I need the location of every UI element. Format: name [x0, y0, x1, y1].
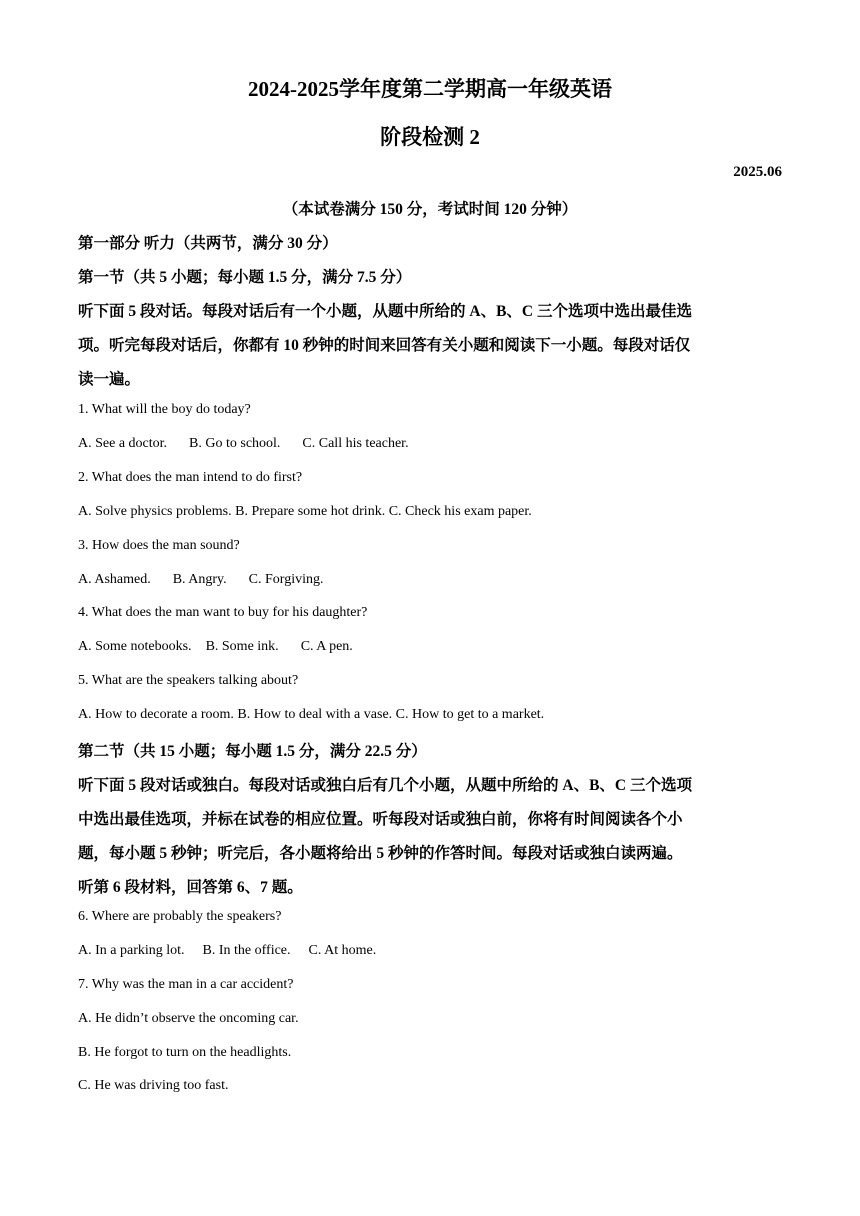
- question-7-option-c: C. He was driving too fast.: [78, 1078, 229, 1093]
- option-c: C. How to get to a market.: [395, 707, 545, 722]
- option-a: A. How to decorate a room.: [78, 707, 234, 722]
- question-4: 4. What does the man want to buy for his daughter?: [78, 605, 368, 620]
- option-c: C. Check his exam paper.: [388, 504, 532, 519]
- question-4-options: [78, 639, 782, 655]
- section2-instruction-1: 听下面 5 段对话或独白。每段对话或独白后有几个小题，从题中所给的 A、B、C 三个选项: [78, 777, 692, 794]
- option-c: C. Forgiving.: [248, 572, 324, 587]
- question-6: 6. Where are probably the speakers?: [78, 909, 282, 924]
- material-6-heading: 听第 6 段材料，回答第 6、7 题。: [78, 879, 303, 896]
- question-7-option-a: A. He didn’t observe the oncoming car.: [78, 1011, 299, 1026]
- question-3: 3. How does the man sound?: [78, 538, 240, 553]
- question-5: 5. What are the speakers talking about?: [78, 673, 299, 688]
- option-b: B. Some ink.: [205, 639, 279, 654]
- question-7: 7. Why was the man in a car accident?: [78, 977, 294, 992]
- section2-instruction-2: 中选出最佳选项，并标在试卷的相应位置。听每段对话或独白前，你将有时间阅读各个小: [78, 811, 683, 828]
- section1-instruction-1: 听下面 5 段对话。每段对话后有一个小题，从题中所给的 A、B、C 三个选项中选出最佳选: [78, 303, 692, 320]
- option-b: B. Prepare some hot drink.: [235, 504, 386, 519]
- section2-instruction-3: 题，每小题 5 秒钟；听完后，各小题将给出 5 秒钟的作答时间。每段对话或独白读两遍。: [78, 845, 683, 862]
- option-b: B. In the office.: [202, 943, 291, 958]
- question-3-options: [78, 572, 782, 588]
- question-1: 1. What will the boy do today?: [78, 402, 251, 417]
- option-c: C. At home.: [308, 943, 377, 958]
- page-subtitle: 阶段检测 2: [380, 125, 480, 149]
- question-6-options: [78, 943, 782, 959]
- section2-heading: 第二节（共 15 小题；每小题 1.5 分，满分 22.5 分）: [78, 743, 427, 760]
- question-1-options: [78, 436, 782, 452]
- option-a: A. Ashamed.: [78, 572, 151, 587]
- part1-heading: 第一部分 听力（共两节，满分 30 分）: [78, 235, 338, 252]
- question-2-options: [78, 504, 782, 520]
- option-c: C. Call his teacher.: [302, 436, 409, 451]
- question-5-options: [78, 707, 782, 723]
- option-a: A. See a doctor.: [78, 436, 168, 451]
- section1-instruction-3: 读一遍。: [78, 371, 141, 388]
- option-a: A. Solve physics problems.: [78, 504, 232, 519]
- option-a: A. Some notebooks.: [78, 639, 192, 654]
- option-a: A. In a parking lot.: [78, 943, 185, 958]
- page-title: 2024-2025学年度第二学期高一年级英语: [248, 77, 612, 101]
- option-b: B. How to deal with a vase.: [237, 707, 393, 722]
- option-b: B. Angry.: [172, 572, 227, 587]
- question-2: 2. What does the man intend to do first?: [78, 470, 303, 485]
- question-7-option-b: B. He forgot to turn on the headlights.: [78, 1045, 292, 1060]
- exam-note: （本试卷满分 150 分，考试时间 120 分钟）: [282, 201, 578, 218]
- option-b: B. Go to school.: [189, 436, 281, 451]
- option-c: C. A pen.: [300, 639, 353, 654]
- exam-date: 2025.06: [733, 164, 782, 180]
- section1-heading: 第一节（共 5 小题；每小题 1.5 分，满分 7.5 分）: [78, 269, 412, 286]
- section1-instruction-2: 项。听完每段对话后，你都有 10 秒钟的时间来回答有关小题和阅读下一小题。每段对话仅: [78, 337, 691, 354]
